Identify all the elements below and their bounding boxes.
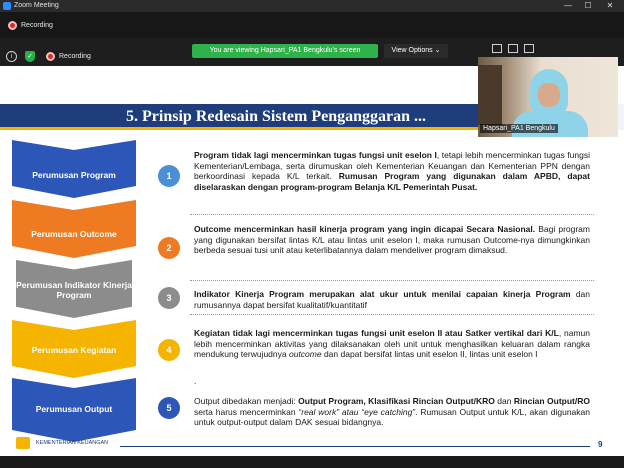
step-number-1: 1: [158, 165, 180, 187]
dot-line: .: [194, 376, 197, 386]
recording-indicator-top: [8, 20, 53, 30]
divider: [190, 280, 594, 281]
step-number-5: 5: [158, 397, 180, 419]
step-number-3: 3: [158, 287, 180, 309]
step-number-4: 4: [158, 339, 180, 361]
participant-name: Hapsari_PA1 Bengkulu: [480, 124, 558, 133]
minimize-button[interactable]: —: [564, 1, 572, 10]
layout-grid-icon[interactable]: [508, 44, 518, 53]
shield-icon[interactable]: ✓: [25, 51, 35, 62]
zoom-logo-icon: [3, 2, 11, 10]
divider: [190, 314, 594, 315]
record-icon: [8, 21, 17, 30]
viewing-screen-banner: You are viewing Hapsari_PA1 Bengkulu's screen: [192, 44, 378, 58]
footer-ministry: KEMENTERIAN KEUANGAN: [36, 440, 109, 446]
layout-controls: [492, 44, 534, 53]
step-label-1: Perumusan Program: [32, 170, 116, 180]
layout-gallery-icon[interactable]: [524, 44, 534, 53]
step-label-3: Perumusan Indikator Kinerja Program: [16, 280, 132, 300]
slide-title: 5. Prinsip Redesain Sistem Penganggaran ...: [126, 108, 427, 125]
close-button[interactable]: ✕: [606, 1, 614, 10]
step-text-4: Kegiatan tidak lagi mencerminkan tugas fungsi unit eselon II atau Satker vertikal dari K/L, namun lebih mencerminkan aktivitas yang dilaksanakan oleh unit untuk menghasilkan keluaran dalam rangka mendukung terwujudnya outcome dan dapat bersifat lintas unit eselon II, lintas unit eselon I: [194, 328, 590, 359]
step-text-3: Indikator Kinerja Program merupakan alat ukur untuk menilai capaian kinerja Program dan rumusannya dapat bersifat kualitatif/kuantitatif: [194, 289, 590, 310]
maximize-button[interactable]: ☐: [584, 1, 592, 10]
view-options-button[interactable]: View Options ⌄: [384, 44, 448, 58]
info-icon[interactable]: i: [6, 51, 17, 62]
step-text-1: Program tidak lagi mencerminkan tugas fungsi unit eselon I, tetapi lebih mencerminkan tugas fungsi Kementerian/Lembaga, serta dirumuskan oleh Kementerian Keuangan dan Kementerian PPN dengan berkoordinasi kepada K/L terkait. Rumusan Program yang digunakan dalam APBD, dapat diselaraskan dengan program-program Belanja K/L Pemerintah Pusat.: [194, 150, 590, 192]
recording-indicator[interactable]: [46, 52, 91, 61]
step-text-5: Output dibedakan menjadi: Output Program, Klasifikasi Rincian Output/KRO dan Rincian Output/RO serta harus mencerminkan “real work” atau “eye catching”. Rumusan Output untuk K/L, akan digunakan untuk output-output dalam DAK sesuai bidangnya.: [194, 396, 590, 427]
recording-label: Recording: [59, 53, 91, 60]
recording-label: Recording: [21, 21, 53, 29]
step-label-5: Perumusan Output: [35, 404, 113, 414]
record-icon: [46, 52, 55, 61]
step-chevron-1: [12, 140, 136, 198]
step-label-2: Perumusan Outcome: [31, 229, 117, 239]
window-title: Zoom Meeting: [14, 2, 59, 9]
divider: [190, 214, 594, 215]
kemenkeu-logo-icon: [16, 437, 30, 449]
bottom-bar: [0, 456, 624, 468]
layout-single-icon[interactable]: [492, 44, 502, 53]
page-number: 9: [598, 440, 603, 449]
step-label-4: Perumusan Kegiatan: [31, 345, 117, 355]
footer-line: [120, 446, 590, 447]
ghost-toolbar: [0, 12, 624, 38]
window-titlebar: [0, 0, 624, 12]
step-text-2: Outcome mencerminkan hasil kinerja program yang ingin dicapai Secara Nasional. Bagi program yang digunakan bersifat lintas K/L atau lintas unit eselon I, maka rumusan Outcome-nya dimungkinkan berbeda sesuai tusi unit atau keterlibatannya dalam mendeliver program dimaksud.: [194, 224, 590, 255]
step-number-2: 2: [158, 237, 180, 259]
